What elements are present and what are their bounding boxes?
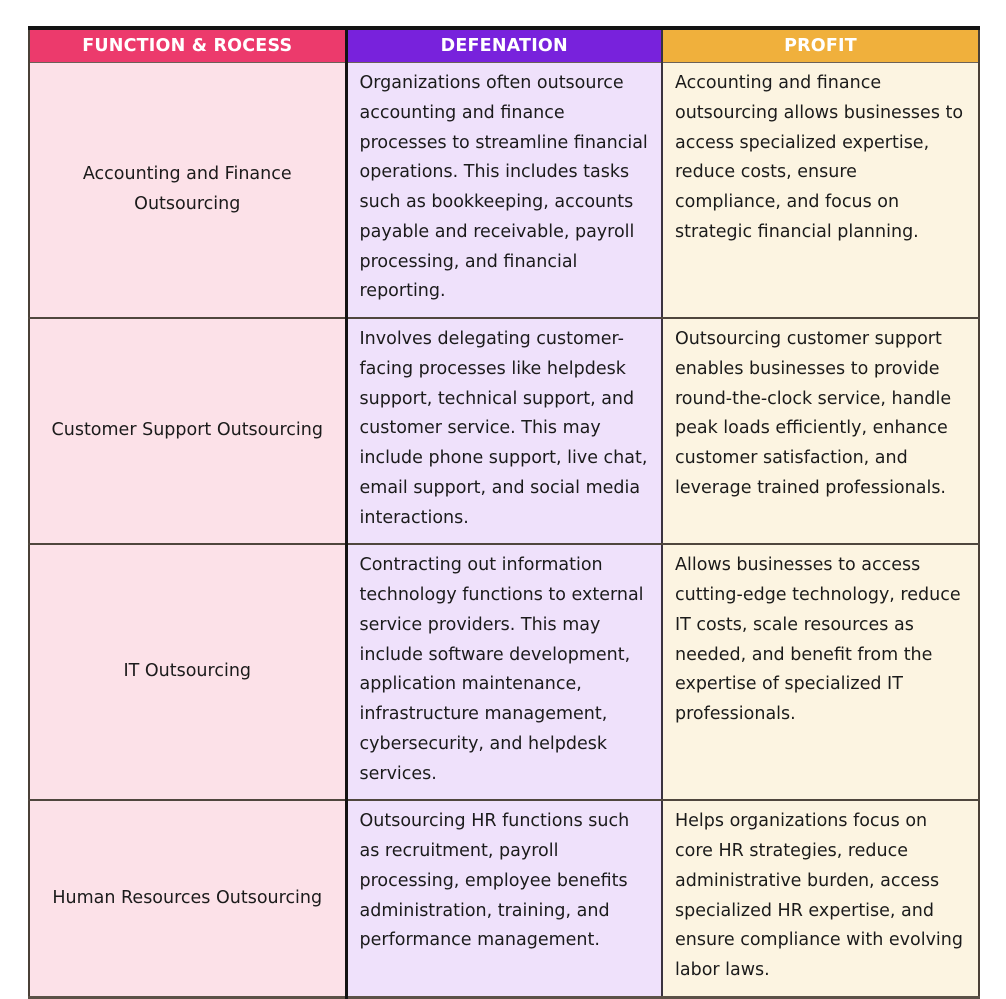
cell-definition: Organizations often outsource accounting and finance processes to streamline financial operations. This includes tasks such as bookkeeping, accounts payable and receivable, payroll processing, and financial reporting. [346,63,662,319]
cell-function: Accounting and Finance Outsourcing [29,63,346,319]
cell-function: Customer Support Outsourcing [29,318,346,544]
column-header-function: FUNCTION & ROCESS [29,28,346,63]
table-header-row [29,28,979,63]
outsourcing-comparison-table-container [28,26,978,999]
table-row [29,63,979,319]
column-header-definition: DEFENATION [346,28,662,63]
cell-definition: Contracting out information technology functions to external service providers. This may include software development, application maintenance, infrastructure management, cybersecurity, and helpdesk services. [346,544,662,800]
table-row [29,800,979,997]
table-row [29,318,979,544]
cell-function: IT Outsourcing [29,544,346,800]
cell-profit: Outsourcing customer support enables businesses to provide round-the-clock service, handle peak loads efficiently, enhance customer satisfaction, and leverage trained professionals. [662,318,979,544]
cell-definition: Outsourcing HR functions such as recruitment, payroll processing, employee benefits administration, training, and performance management. [346,800,662,997]
table-header [29,28,979,63]
cell-profit: Accounting and finance outsourcing allows businesses to access specialized expertise, reduce costs, ensure compliance, and focus on strategic financial planning. [662,63,979,319]
cell-profit: Helps organizations focus on core HR strategies, reduce administrative burden, access specialized HR expertise, and ensure compliance with evolving labor laws. [662,800,979,997]
cell-definition: Involves delegating customer-facing processes like helpdesk support, technical support, and customer service. This may include phone support, live chat, email support, and social media interactions. [346,318,662,544]
table-row [29,544,979,800]
table-body [29,63,979,998]
cell-function: Human Resources Outsourcing [29,800,346,997]
column-header-profit: PROFIT [662,28,979,63]
cell-profit: Allows businesses to access cutting-edge technology, reduce IT costs, scale resources as needed, and benefit from the expertise of specialized IT professionals. [662,544,979,800]
outsourcing-comparison-table [28,26,980,999]
